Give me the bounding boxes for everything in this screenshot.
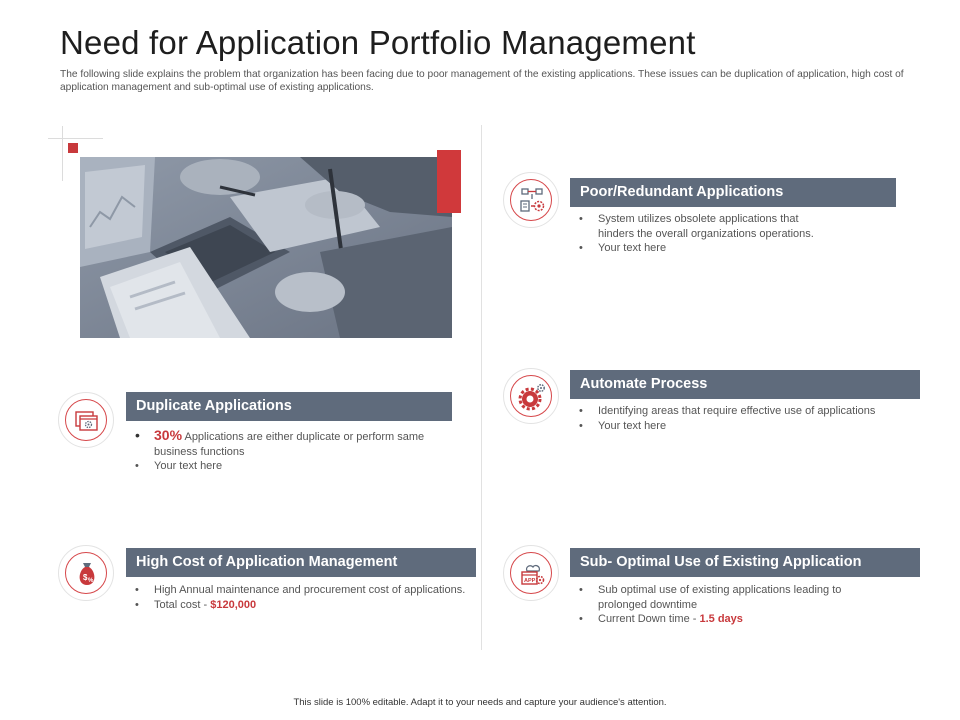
list-item: • Sub optimal use of existing applications leading to prolonged downtime bbox=[576, 583, 876, 612]
footer-note: This slide is 100% editable. Adapt it to your needs and capture your audience's attention. bbox=[293, 697, 667, 708]
automate-bullets bbox=[576, 404, 876, 433]
svg-text:APP: APP bbox=[524, 578, 536, 584]
suboptimal-icon-badge bbox=[503, 545, 559, 601]
duplicate-icon-badge bbox=[58, 392, 114, 448]
app-cloud-gear-icon bbox=[517, 559, 547, 589]
list-item: • Your text here bbox=[576, 419, 876, 434]
cost-bullets bbox=[132, 583, 467, 612]
poor-apps-header: Poor/Redundant Applications bbox=[570, 178, 896, 207]
poor-apps-icon-badge bbox=[503, 172, 559, 228]
poor-apps-bullets bbox=[576, 212, 826, 256]
suboptimal-header: Sub- Optimal Use of Existing Application bbox=[570, 548, 920, 577]
duplicate-percent: 30% bbox=[154, 427, 183, 443]
list-item: • Current Down time - 1.5 days bbox=[576, 612, 876, 627]
gear-automation-icon bbox=[517, 382, 547, 412]
total-cost-value: $120,000 bbox=[210, 598, 257, 611]
cost-header: High Cost of Application Management bbox=[126, 548, 476, 577]
duplicate-bullets bbox=[132, 428, 462, 474]
app-workflow-icon bbox=[517, 186, 547, 216]
downtime-value: 1.5 days bbox=[699, 613, 743, 625]
list-item: • System utilizes obsolete applications that hinders the overall organizations operations. bbox=[576, 212, 826, 241]
photo-frame-line-v bbox=[62, 126, 63, 181]
center-divider bbox=[481, 125, 482, 650]
duplicate-header: Duplicate Applications bbox=[126, 392, 452, 421]
business-meeting-photo bbox=[80, 157, 452, 338]
automate-header: Automate Process bbox=[570, 370, 920, 399]
svg-text:$: $ bbox=[83, 573, 88, 582]
duplicate-window-icon bbox=[72, 406, 102, 436]
photo-accent-bar bbox=[437, 150, 461, 213]
page-title: Need for Application Portfolio Management bbox=[60, 24, 696, 61]
list-item: • 30% Applications are either duplicate or perform same business functions bbox=[132, 428, 462, 459]
svg-text:%: % bbox=[88, 578, 94, 584]
list-item: • Your text here bbox=[132, 459, 462, 474]
list-item: • High Annual maintenance and procurement cost of applications. bbox=[132, 583, 467, 598]
list-item: • Identifying areas that require effective use of applications bbox=[576, 404, 876, 419]
photo-frame-line-h bbox=[48, 138, 103, 139]
suboptimal-bullets bbox=[576, 583, 876, 627]
list-item: • Total cost - $120,000 bbox=[132, 598, 467, 613]
list-item: • Your text here bbox=[576, 241, 826, 256]
automate-icon-badge bbox=[503, 368, 559, 424]
cost-icon-badge bbox=[58, 545, 114, 601]
money-bag-icon bbox=[72, 559, 102, 589]
photo-accent-square bbox=[68, 143, 78, 153]
page-subtitle: The following slide explains the problem that organization has been facing due to poor management of the existing applications. These issues can be duplication of application, high cost of application management and sub-optimal use of existing applications. bbox=[60, 69, 904, 93]
